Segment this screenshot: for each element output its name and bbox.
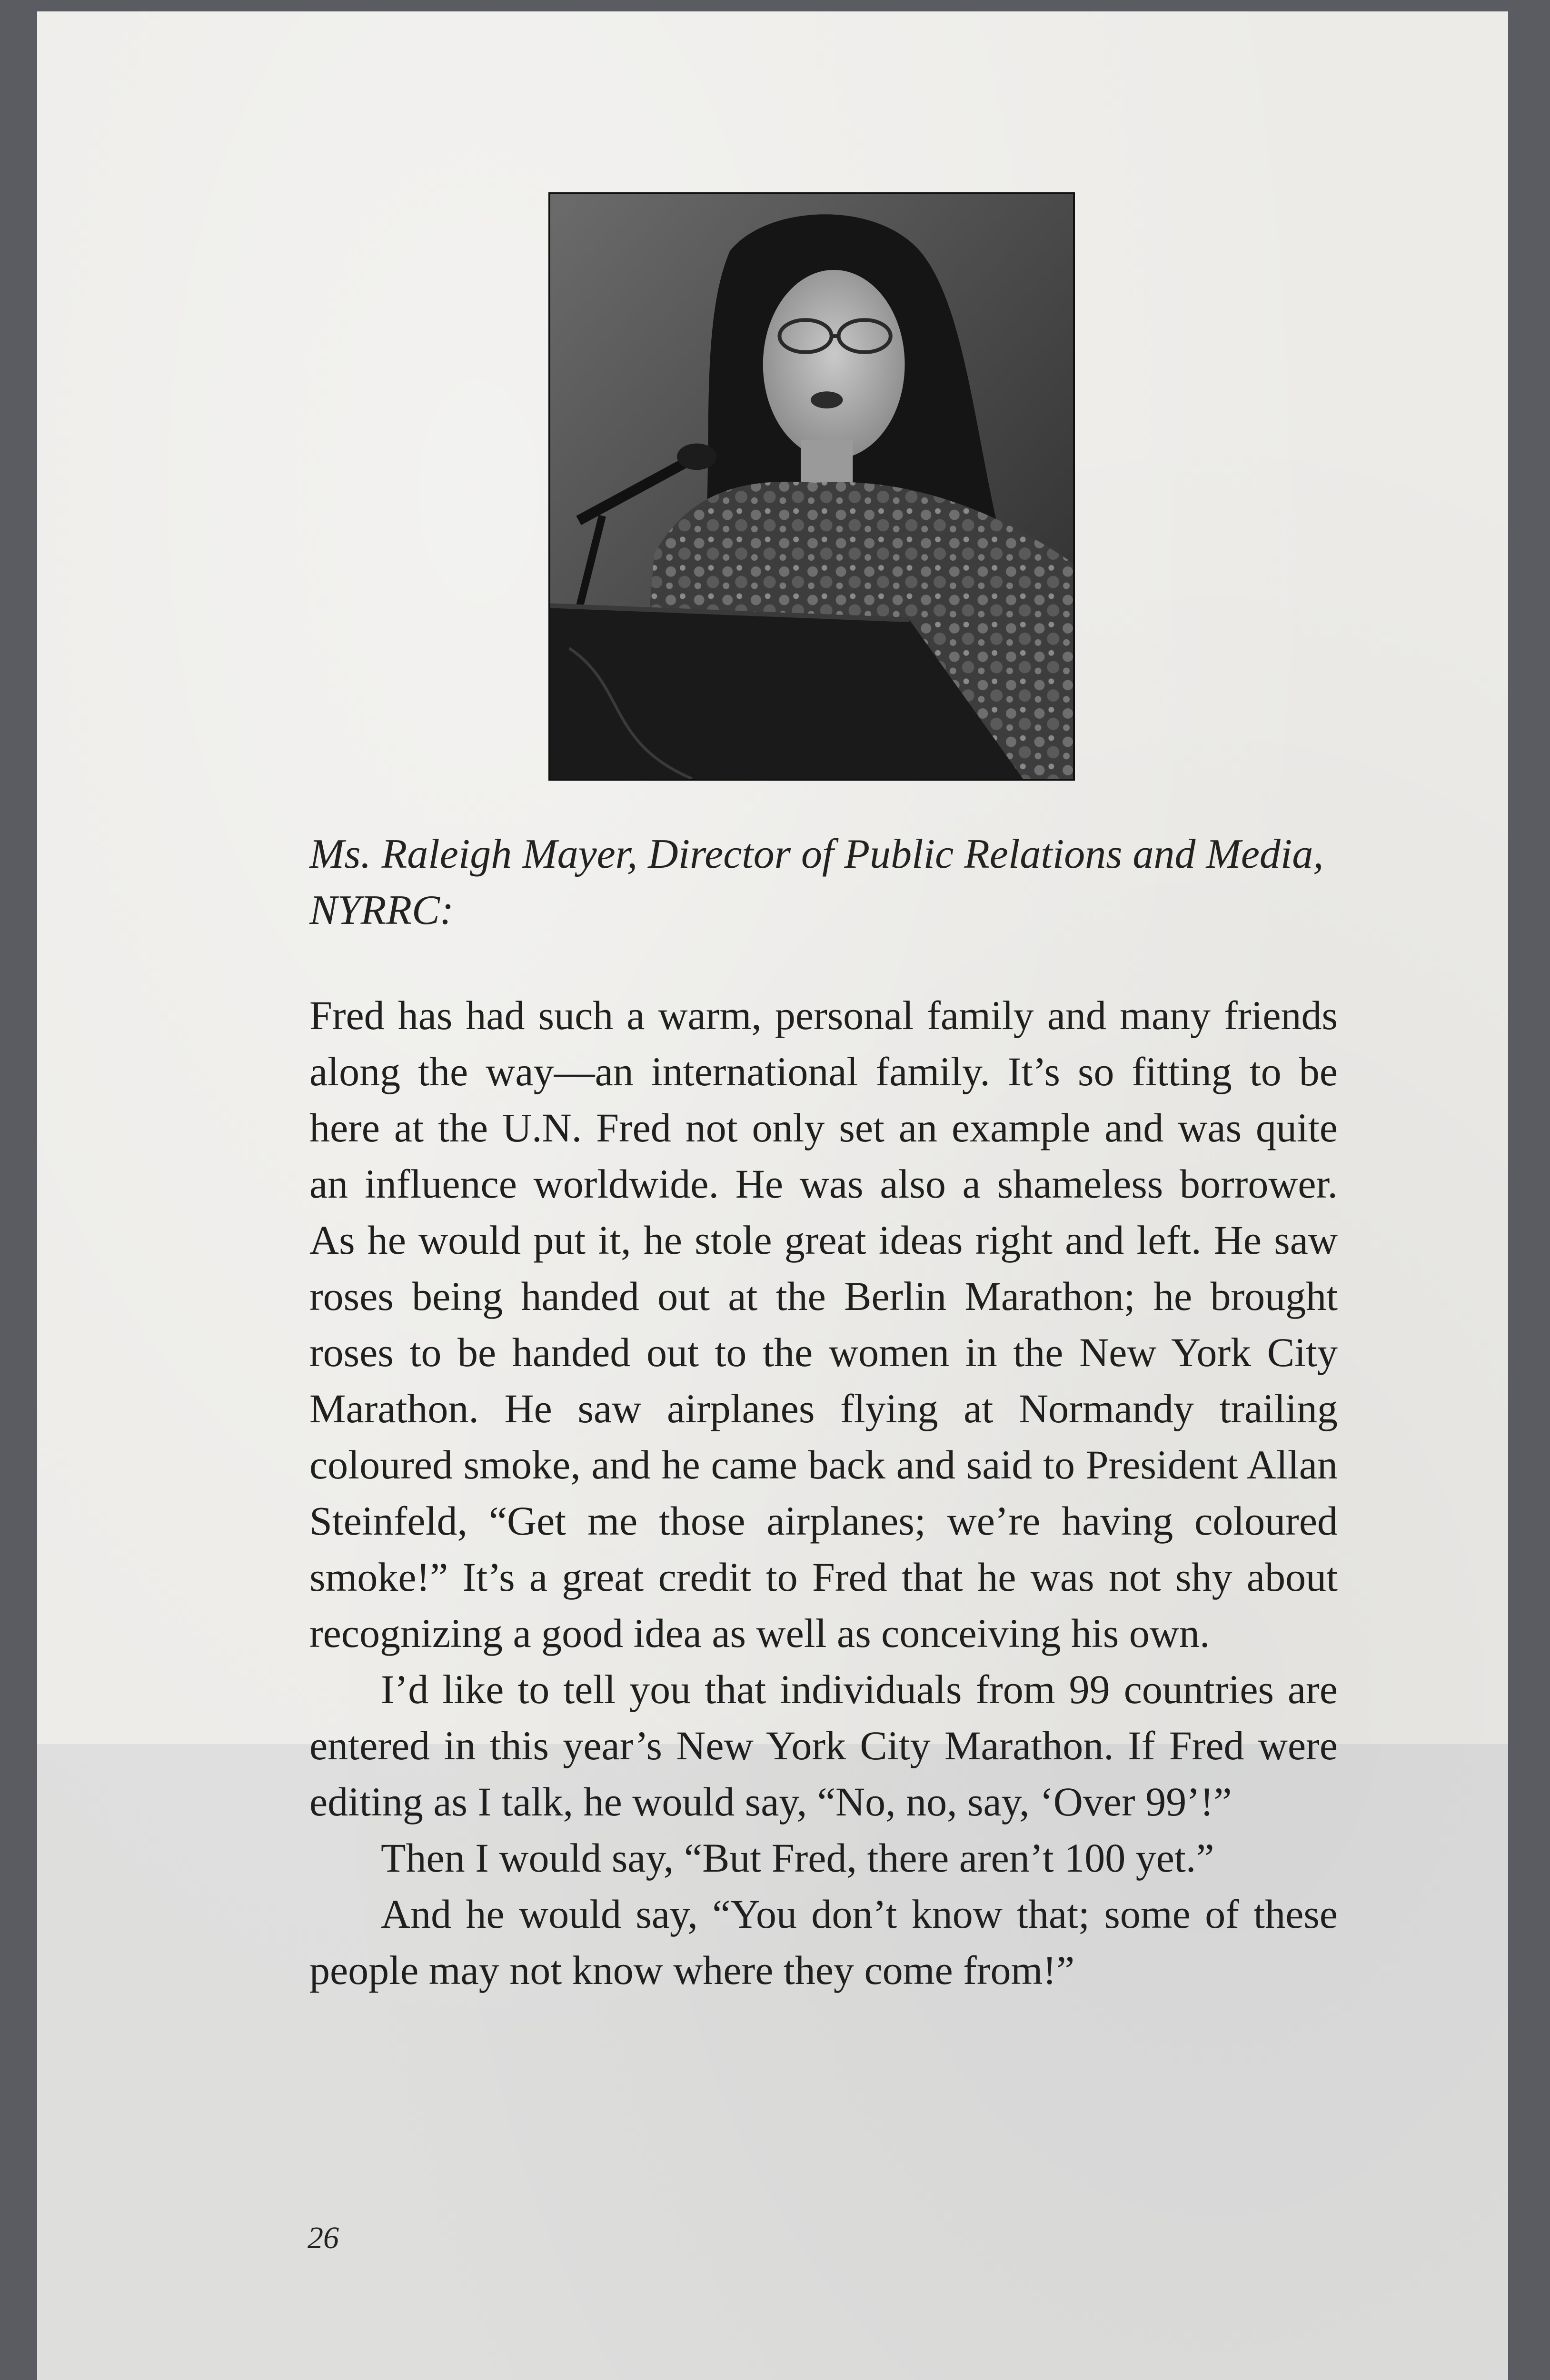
paragraph-3: Then I would say, “But Fred, there aren’t 100 yet.”	[381, 1835, 1214, 1881]
speaker-at-podium-photo	[550, 194, 1073, 779]
article-body	[309, 987, 1338, 1998]
paragraph-2: I’d like to tell you that individuals from 99 countries are entered in this year’s New York City Marathon. If Fred were editing as I talk, he would say, “No, no, say, ‘Over 99’!”	[309, 1666, 1338, 1825]
photo-caption: Ms. Raleigh Mayer, Director of Public Relations and Media, NYRRC:	[309, 831, 1324, 933]
paragraph-4: And he would say, “You don’t know that; some of these people may not know where they come from!”	[309, 1891, 1338, 1993]
paragraph-1: Fred has had such a warm, personal family and many friends along the way—an international family. It’s so fitting to be here at the U.N. Fred not only set an example and was quite an influence worldwide. He was also a shameless borrower. As he would put it, he stole great ideas right and left. He saw roses being handed out at the Berlin Marathon; he brought roses to be handed out to the women in the New York City Marathon. He saw airplanes flying at Normandy trailing coloured smoke, and he came back and said to President Allan Steinfeld, “Get me those airplanes; we’re having coloured smoke!” It’s a great credit to Fred that he was not shy about recognizing a good idea as well as conceiving his own.	[309, 992, 1338, 1656]
page-number: 26	[308, 2221, 339, 2255]
speaker-photo	[548, 192, 1075, 781]
book-page	[37, 11, 1508, 2380]
